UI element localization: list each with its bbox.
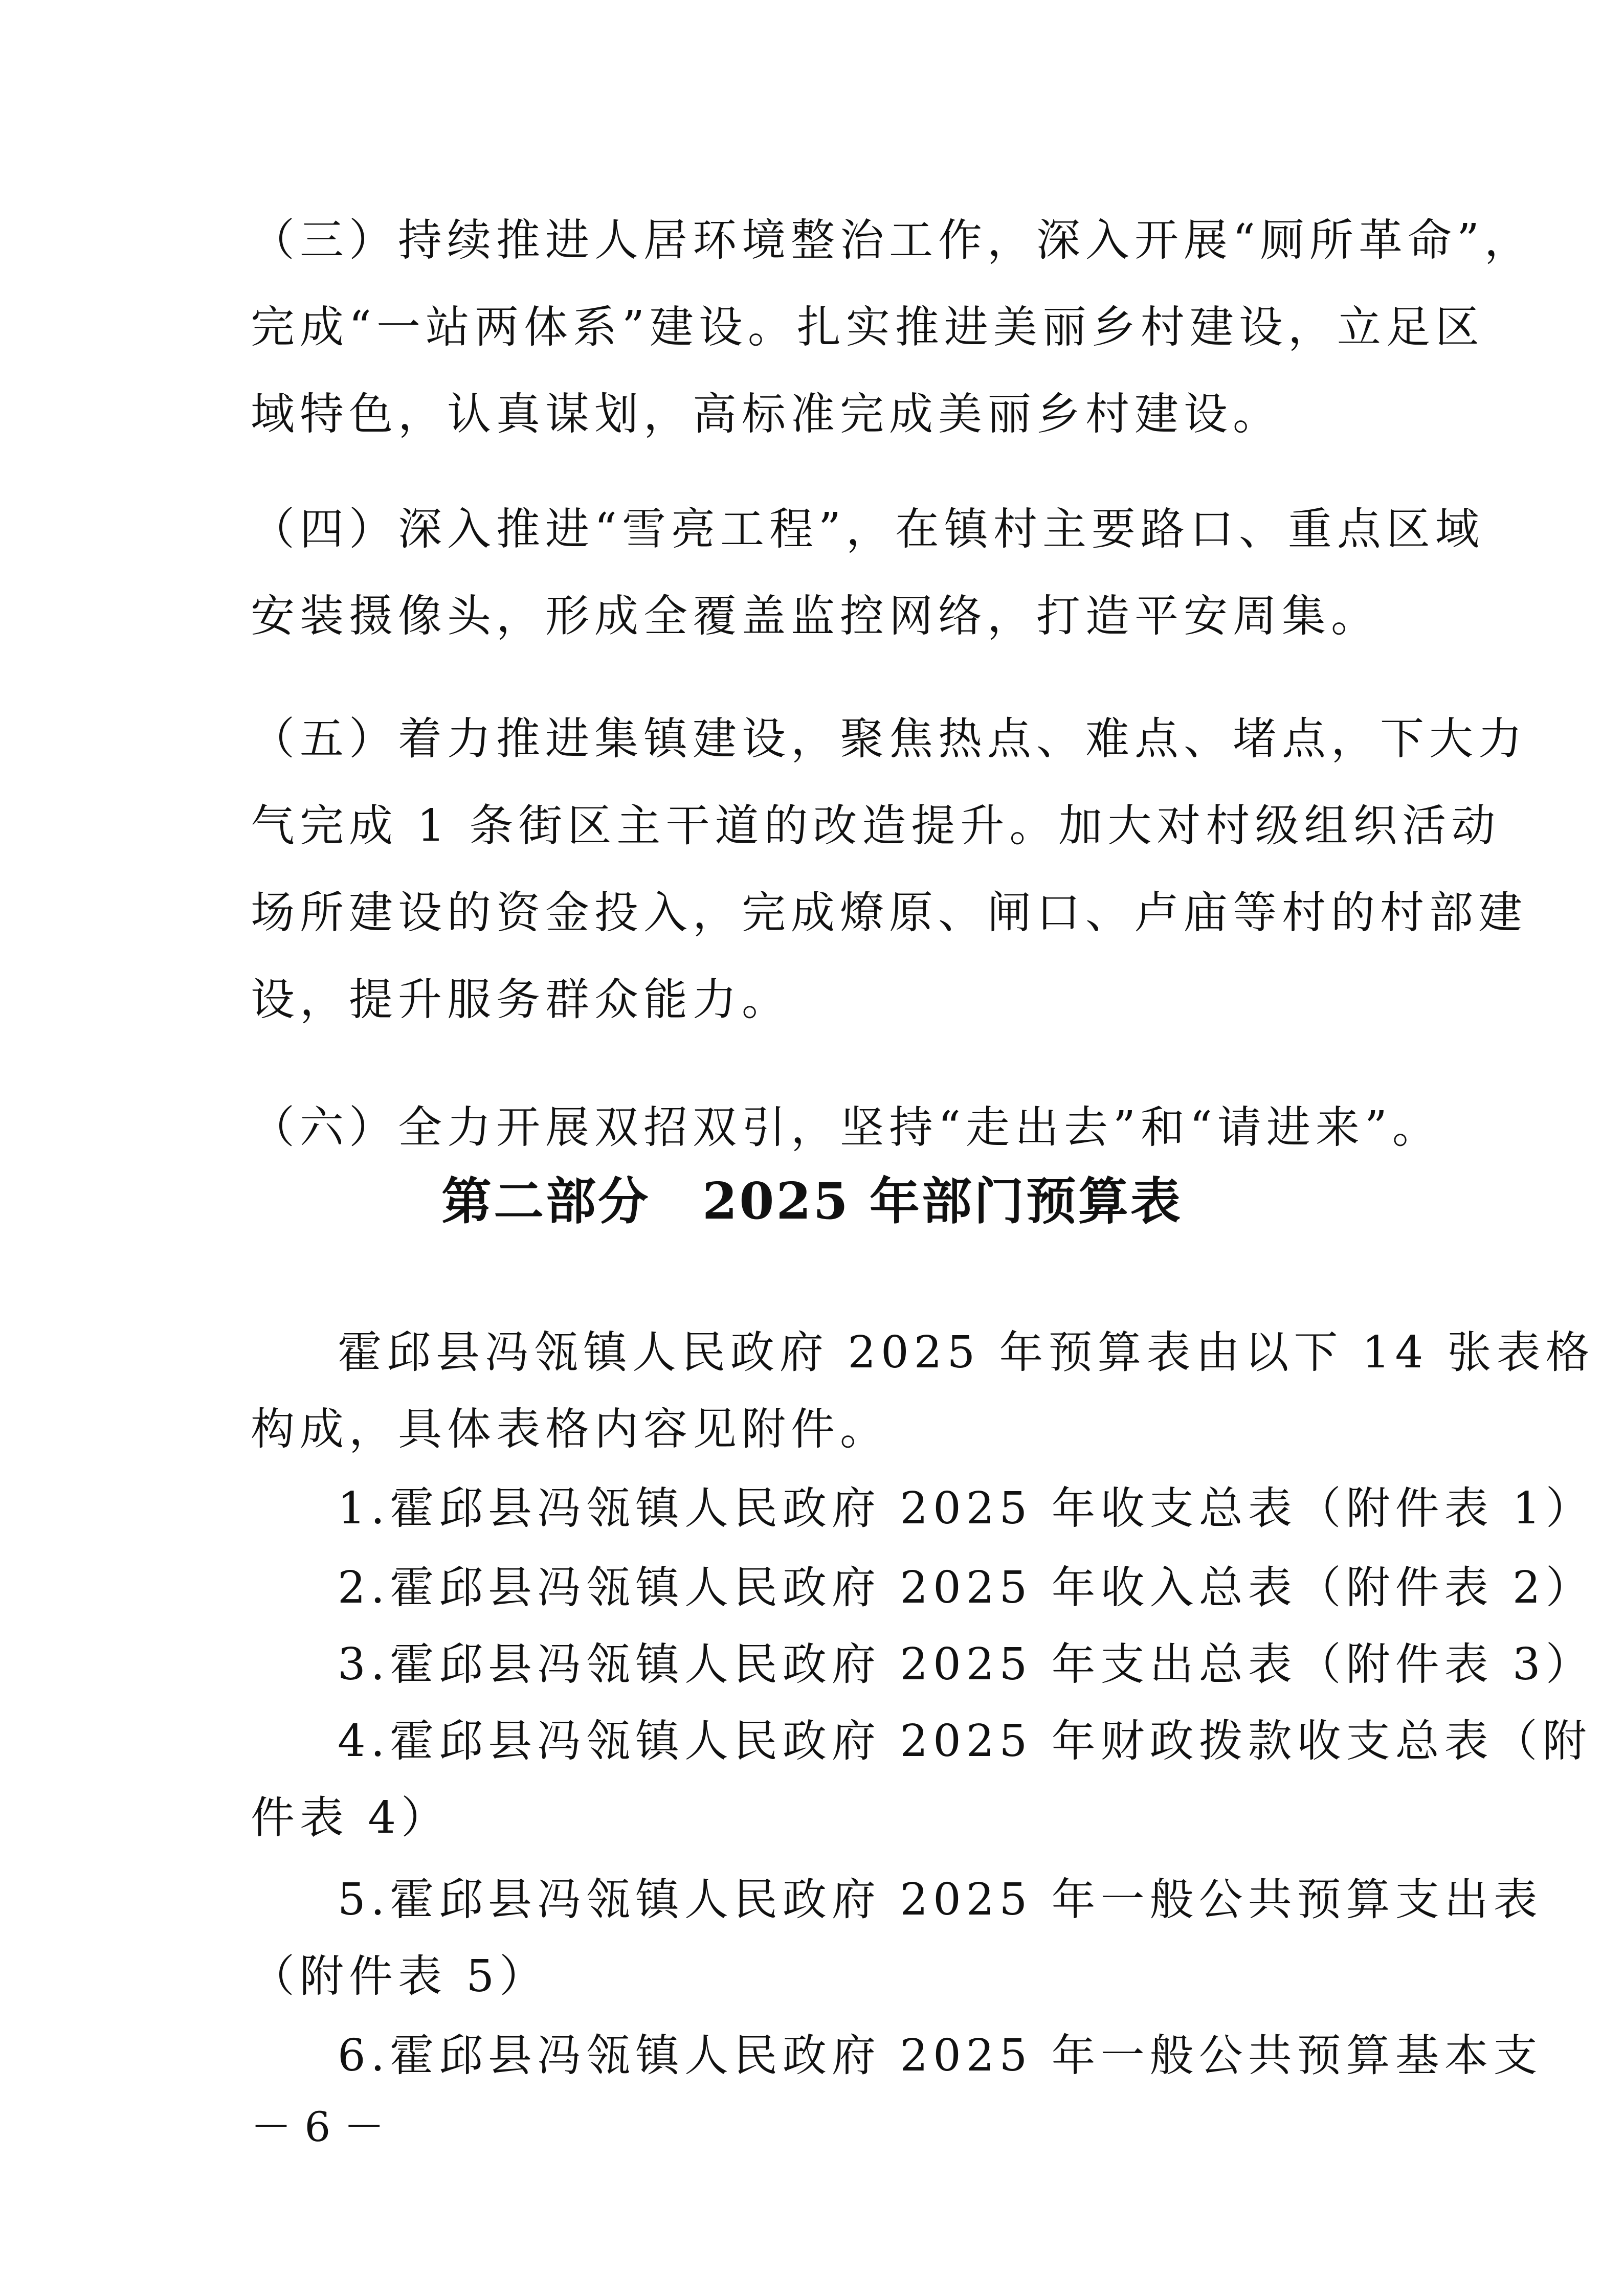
paragraph-5-line-2: 气完成 1 条街区主干道的改造提升。加大对村级组织活动 <box>251 800 1501 851</box>
paragraph-3-line-2: 完成“一站两体系”建设。扎实推进美丽乡村建设，立足区 <box>251 302 1484 353</box>
paragraph-5-line-1: （五）着力推进集镇建设，聚焦热点、难点、堵点，下大力 <box>251 713 1527 764</box>
list-item-3: 3.霍邱县冯瓴镇人民政府 2025 年支出总表（附件表 3） <box>338 1639 1595 1690</box>
list-item-6-line-1: 6.霍邱县冯瓴镇人民政府 2025 年一般公共预算基本支 <box>338 2030 1543 2081</box>
list-item-4-line-2: 件表 4） <box>251 1792 451 1843</box>
list-item-5-line-2: （附件表 5） <box>251 1951 549 2002</box>
list-item-4-line-1: 4.霍邱县冯瓴镇人民政府 2025 年财政拨款收支总表（附 <box>338 1716 1592 1767</box>
paragraph-6-line-1: （六）全力开展双招双引，坚持“走出去”和“请进来”。 <box>251 1102 1441 1153</box>
intro-line-1: 霍邱县冯瓴镇人民政府 2025 年预算表由以下 14 张表格 <box>338 1327 1595 1378</box>
paragraph-4-line-1: （四）深入推进“雪亮工程”，在镇村主要路口、重点区域 <box>251 504 1484 555</box>
paragraph-3-line-1: （三）持续推进人居环境整治工作，深入开展“厕所革命”， <box>251 215 1533 266</box>
section-heading: 第二部分 2025 年部门预算表 <box>441 1172 1183 1231</box>
list-item-1: 1.霍邱县冯瓴镇人民政府 2025 年收支总表（附件表 1） <box>338 1483 1595 1534</box>
list-item-5-line-1: 5.霍邱县冯瓴镇人民政府 2025 年一般公共预算支出表 <box>338 1874 1543 1925</box>
list-item-2: 2.霍邱县冯瓴镇人民政府 2025 年收入总表（附件表 2） <box>338 1562 1595 1613</box>
paragraph-4-line-2: 安装摄像头，形成全覆盖监控网络，打造平安周集。 <box>251 591 1380 642</box>
paragraph-5-line-3: 场所建设的资金投入，完成燎原、闸口、卢庙等村的村部建 <box>251 887 1527 938</box>
paragraph-5-line-4: 设，提升服务群众能力。 <box>251 974 791 1025</box>
paragraph-3-line-3: 域特色，认真谋划，高标准完成美丽乡村建设。 <box>251 389 1282 440</box>
page-number: － 6 － <box>251 2103 385 2151</box>
intro-line-2: 构成，具体表格内容见附件。 <box>251 1404 889 1455</box>
